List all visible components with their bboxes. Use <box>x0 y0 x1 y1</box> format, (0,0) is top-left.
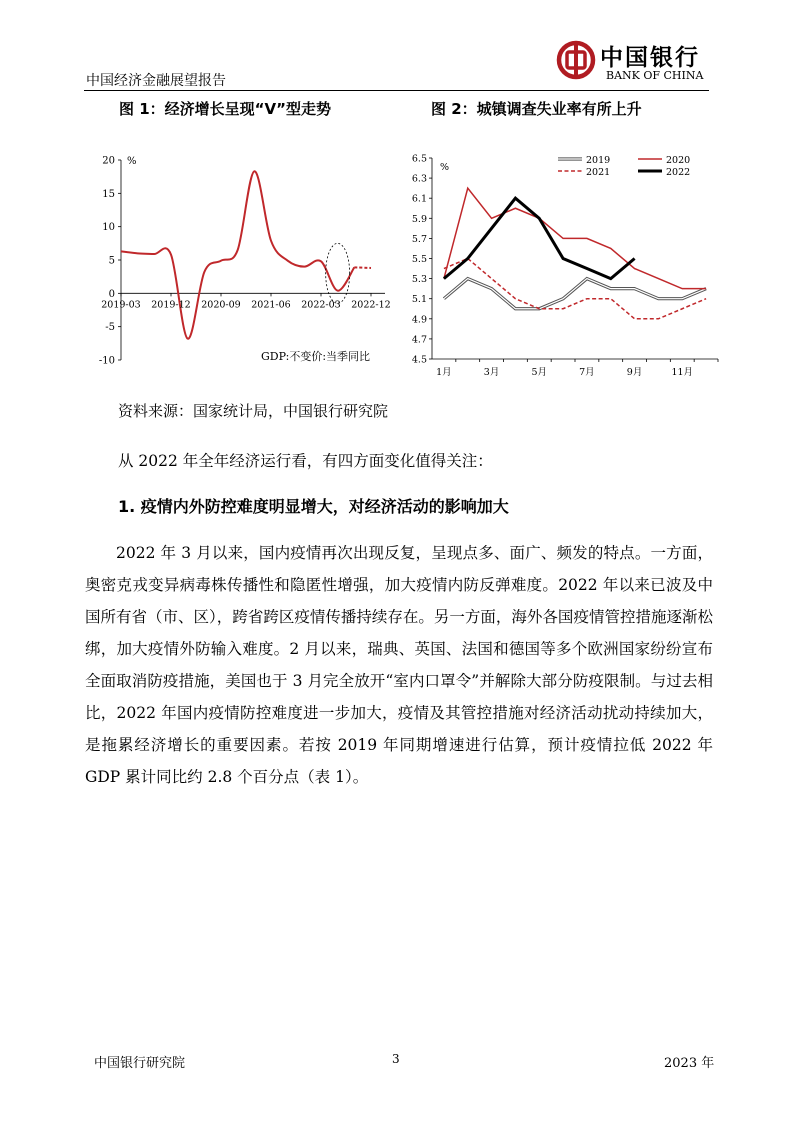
header-title: 中国经济金融展望报告 <box>86 73 226 89</box>
figure1-y-tick-label: 0 <box>108 288 115 300</box>
logo-text-en: BANK OF CHINA <box>606 69 704 82</box>
figure1-y-tick-label: 20 <box>102 155 115 167</box>
header-rule <box>84 90 709 91</box>
figure2-x-tick-label: 7月 <box>579 367 595 378</box>
figure1-highlight-ellipse <box>326 243 350 303</box>
figure2-title: 图 2：城镇调查失业率有所上升 <box>431 100 642 118</box>
figure1-annotation: GDP:不变价:当季同比 <box>261 350 371 363</box>
figure2-chart <box>408 148 726 380</box>
figure1-y-tick-label: 15 <box>102 188 115 200</box>
figure2-x-tick-label: 5月 <box>531 367 548 378</box>
figure1-gdp-forecast-line <box>354 267 371 268</box>
logo-text-cn: 中国银行 <box>600 44 700 71</box>
figure1-title: 图 1：经济增长呈现“V”型走势 <box>119 100 331 118</box>
figure2-y-tick-label: 4.5 <box>411 354 427 366</box>
figure2-y-tick-label: 4.9 <box>411 314 427 326</box>
figure2-y-tick-label: 4.7 <box>411 334 427 346</box>
figure1-x-tick-label: 2019-03 <box>101 299 141 311</box>
figure2-y-tick-label: 6.5 <box>411 153 427 165</box>
figure2-legend-label-2021: 2021 <box>586 167 611 178</box>
figure2-legend-label-2019: 2019 <box>586 155 611 166</box>
figure2-y-tick-label: 5.3 <box>411 274 427 286</box>
figure2-legend-label-2020: 2020 <box>666 155 691 166</box>
figure2-y-tick-label: 5.5 <box>411 254 427 265</box>
bank-logo <box>556 38 716 82</box>
figure1-y-tick-label: 5 <box>108 255 115 267</box>
figure1-x-tick-label: 2019-12 <box>151 299 191 311</box>
figure2-line-2022 <box>444 198 635 278</box>
page-number: 3 <box>392 1052 400 1066</box>
figure1-gdp-line <box>121 171 354 338</box>
footer-org: 中国银行研究院 <box>94 1056 186 1071</box>
figure1-y-tick-label: -10 <box>98 355 115 367</box>
figure1-y-tick-label: -5 <box>105 322 115 334</box>
figure1-chart <box>95 148 395 370</box>
figure2-x-tick-label: 1月 <box>436 367 452 378</box>
figure1-x-tick-label: 2020-09 <box>201 299 241 311</box>
figure2-y-tick-label: 5.9 <box>411 213 427 225</box>
section-heading: 1. 疫情内外防控难度明显增大，对经济活动的影响加大 <box>118 497 509 516</box>
figure2-x-tick-label: 11月 <box>671 367 694 378</box>
figure2-y-tick-label: 5.1 <box>411 294 427 306</box>
figure2-unit-label: % <box>440 162 450 173</box>
figure2-legend-label-2022: 2022 <box>666 167 691 178</box>
figure1-unit-label: % <box>127 156 137 167</box>
figure2-y-tick-label: 6.1 <box>411 193 427 205</box>
footer-year: 2023 年 <box>664 1056 715 1071</box>
figure1-y-tick-label: 10 <box>102 222 115 234</box>
figure2-x-tick-label: 3月 <box>483 367 500 378</box>
figure-source: 资料来源：国家统计局，中国银行研究院 <box>118 402 389 420</box>
figure2-y-tick-label: 6.3 <box>411 173 427 185</box>
intro-text: 从 2022 年全年经济运行看，有四方面变化值得关注： <box>118 452 493 470</box>
figure1-x-tick-label: 2022-03 <box>301 299 341 311</box>
body-paragraph: 2022 年 3 月以来，国内疫情再次出现反复，呈现点多、面广、频发的特点。一方面，奥密克戎变异病毒株传播性和隐匿性增强，加大疫情内防反弹难度。2022 年以来已波及中国所有省（市、区），跨省跨区疫情传播持续存在。另一方面，海外各国疫情管控措施逐渐松绑，加大疫情外防输入难度。2 月以来，瑞典、英国、法国和德国等多个欧洲国家纷纷宣布全面取消防疫措施，美国也于 3 月完全放开“室内口罩令”并解除大部分防疫限制。与过去相比，2022 年国内疫情防控难度进一步加大，疫情及其管控措施对经济活动扰动持续加大，是拖累经济增长的重要因素。若按 2019 年同期增速进行估算，预计疫情拉低 2022 年 GDP 累计同比约 2.8 个百分点（表 1）。 <box>85 544 713 786</box>
figure1-x-tick-label: 2022-12 <box>351 299 391 311</box>
body-paragraph-container <box>85 537 713 793</box>
figure2-x-tick-label: 9月 <box>626 367 643 378</box>
figure2-y-tick-label: 5.7 <box>411 233 427 245</box>
figure1-x-tick-label: 2021-06 <box>251 299 291 311</box>
